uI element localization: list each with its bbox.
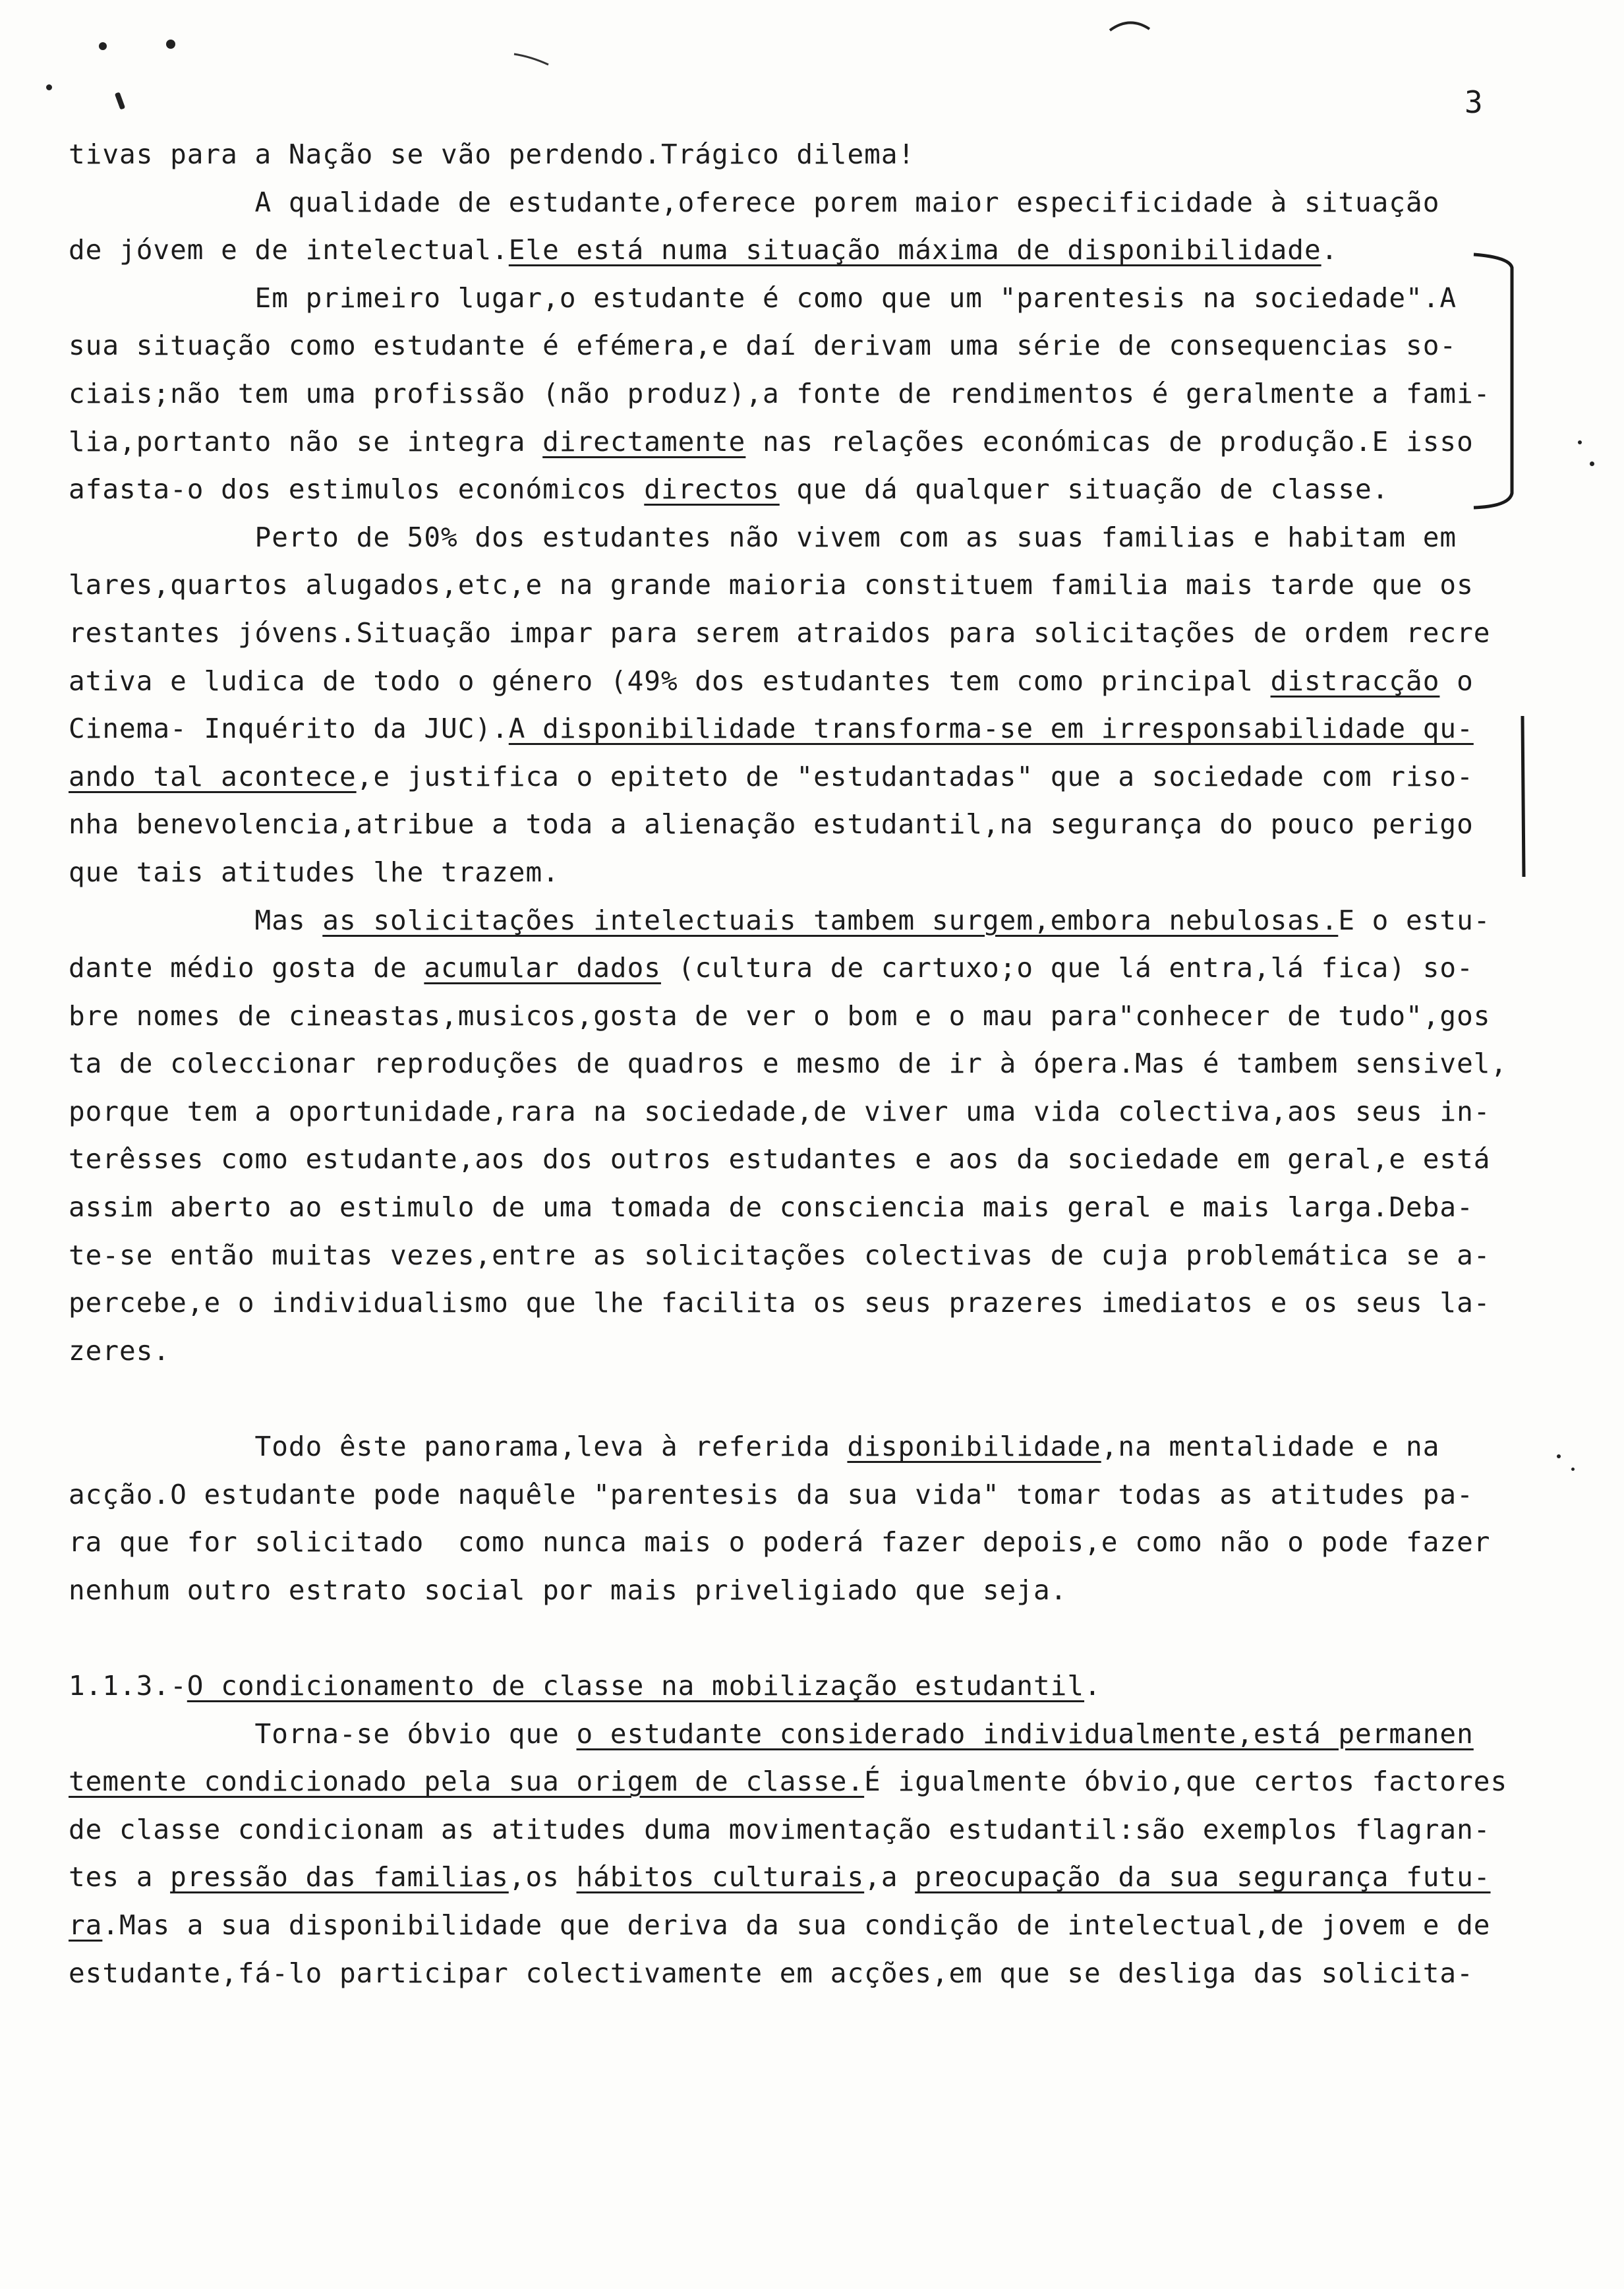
text-segment: (cultura de cartuxo;o que lá entra,lá fica) so-	[660, 952, 1474, 984]
text-segment: assim aberto ao estimulo de uma tomada de consciencia mais geral e mais larga.Deba-	[69, 1191, 1474, 1224]
text-segment: ciais;não tem uma profissão (não produz),a fonte de rendimentos é geralmente a fami-	[69, 377, 1491, 409]
text-line	[69, 1471, 1558, 1519]
text-segment: que dá qualquer situação de classe.	[779, 473, 1389, 506]
text-line	[69, 1806, 1558, 1854]
text-segment: Torna-se óbvio que	[69, 1717, 577, 1750]
text-line	[69, 131, 1558, 179]
text-line	[69, 1423, 1558, 1471]
text-line	[69, 179, 1558, 227]
text-segment: restantes jóvens.Situação impar para serem atraidos para solicitações de ordem recre	[69, 616, 1491, 649]
text-line	[69, 1040, 1558, 1088]
text-line	[69, 944, 1558, 992]
text-segment: .Mas a sua disponibilidade que deriva da sua condição de intelectual,de jovem e de	[102, 1909, 1491, 1941]
text-segment: de classe condicionam as atitudes duma movimentação estudantil:são exemplos flagran-	[69, 1813, 1491, 1845]
text-line	[69, 561, 1558, 609]
text-line	[69, 1853, 1558, 1901]
text-line	[69, 897, 1558, 945]
text-line	[69, 1279, 1558, 1327]
text-segment: Mas	[69, 904, 323, 936]
text-line	[69, 274, 1558, 322]
text-segment: nenhum outro estrato social por mais priveligiado que seja.	[69, 1574, 1068, 1606]
text-line	[69, 1518, 1558, 1566]
text-line	[69, 848, 1558, 897]
ink-speck	[1590, 461, 1594, 466]
text-segment: ativa e ludica de todo o género (49% dos estudantes tem como principal	[69, 665, 1271, 697]
text-segment: Todo êste panorama,leva à referida	[69, 1431, 848, 1463]
text-segment: ,na mentalidade e na	[1101, 1431, 1440, 1463]
text-segment: tes a	[69, 1861, 171, 1893]
text-segment: terêsses como estudante,aos dos outros estudantes e aos da sociedade em geral,e está	[69, 1143, 1491, 1175]
text-segment: percebe,e o individualismo que lhe facilita os seus prazeres imediatos e os seus la-	[69, 1287, 1491, 1319]
text-line	[69, 226, 1558, 274]
text-segment: 1.1.3.-	[69, 1670, 187, 1702]
text-line	[69, 1135, 1558, 1183]
underlined-text: ando tal acontece	[69, 760, 357, 792]
text-line	[69, 705, 1558, 753]
text-line	[69, 800, 1558, 848]
text-line	[69, 322, 1558, 370]
text-segment: porque tem a oportunidade,rara na sociedade,de viver uma vida colectiva,aos seus in-	[69, 1095, 1491, 1127]
text-segment: ,a	[864, 1861, 915, 1893]
text-segment: .	[1321, 234, 1339, 266]
document-body	[69, 131, 1558, 1997]
text-segment: o	[1439, 665, 1474, 697]
text-segment: lia,portanto não se integra	[69, 425, 543, 458]
underlined-text: acumular dados	[424, 952, 661, 984]
text-line	[69, 514, 1558, 562]
text-segment: Em primeiro lugar,o estudante é como que um "parentesis na sociedade".A	[69, 282, 1457, 314]
pen-mark	[511, 47, 551, 67]
page-number: 3	[1464, 84, 1483, 120]
text-segment: E o estu-	[1338, 904, 1491, 936]
ink-speck	[166, 40, 175, 49]
underlined-text: A disponibilidade transforma-se em irresponsabilidade qu-	[508, 713, 1474, 745]
underlined-text: temente condicionado pela sua origem de classe.	[69, 1766, 865, 1798]
text-segment: bre nomes de cineastas,musicos,gosta de ver o bom e o mau para"conhecer de tudo",gos	[69, 999, 1491, 1032]
text-line	[69, 1710, 1558, 1758]
text-line	[69, 418, 1558, 466]
text-segment: acção.O estudante pode naquêle "parentesis da sua vida" tomar todas as atitudes pa-	[69, 1478, 1474, 1510]
underlined-text: distracção	[1270, 665, 1440, 697]
text-segment: te-se então muitas vezes,entre as solicitações colectivas de cuja problemática se a-	[69, 1239, 1491, 1271]
underlined-text: directamente	[542, 425, 746, 458]
text-segment: tivas para a Nação se vão perdendo.Trágico dilema!	[69, 138, 915, 170]
text-segment: ra que for solicitado como nunca mais o poderá fazer depois,e como não o pode fazer	[69, 1526, 1491, 1559]
text-line	[69, 465, 1558, 514]
text-segment: nas relações económicas de produção.E isso	[745, 425, 1474, 458]
blank-line	[69, 1375, 1558, 1423]
text-line	[69, 1662, 1558, 1710]
text-segment: É igualmente óbvio,que certos factores	[864, 1766, 1508, 1798]
text-line	[69, 609, 1558, 657]
text-segment: lares,quartos alugados,etc,e na grande maioria constituem familia mais tarde que os	[69, 569, 1474, 601]
underlined-text: disponibilidade	[847, 1431, 1101, 1463]
text-line	[69, 1088, 1558, 1136]
text-line	[69, 1232, 1558, 1280]
text-line	[69, 657, 1558, 705]
text-line	[69, 1901, 1558, 1949]
pen-mark	[1107, 13, 1153, 40]
text-segment: de jóvem e de intelectual.	[69, 234, 509, 266]
underlined-text: as solicitações intelectuais tambem surgem,embora nebulosas.	[322, 904, 1339, 936]
underlined-text: hábitos culturais	[576, 1861, 865, 1893]
underlined-text: Ele está numa situação máxima de disponibilidade	[508, 234, 1321, 266]
text-segment: Perto de 50% dos estudantes não vivem com as suas familias e habitam em	[69, 521, 1457, 553]
text-line	[69, 1327, 1558, 1375]
ink-speck	[1578, 440, 1582, 444]
text-segment: afasta-o dos estimulos económicos	[69, 473, 645, 506]
text-segment: nha benevolencia,atribue a toda a alienação estudantil,na segurança do pouco perigo	[69, 808, 1474, 841]
underlined-text: O condicionamento de classe na mobilização estudantil	[187, 1670, 1085, 1702]
underlined-text: pressão das familias	[170, 1861, 509, 1893]
underlined-text: directos	[644, 473, 780, 506]
text-segment: estudante,fá-lo participar colectivamente em acções,em que se desliga das solicita-	[69, 1957, 1474, 1989]
text-segment: que tais atitudes lhe trazem.	[69, 856, 560, 888]
text-line	[69, 1758, 1558, 1806]
text-segment: Cinema- Inquérito da JUC).	[69, 713, 509, 745]
ink-speck	[115, 92, 125, 109]
text-segment: ,os	[508, 1861, 577, 1893]
ink-speck	[1571, 1468, 1575, 1471]
text-segment: .	[1084, 1670, 1101, 1702]
ink-speck	[99, 42, 107, 50]
text-segment: zeres.	[69, 1334, 171, 1367]
underlined-text: ra	[69, 1909, 103, 1941]
text-segment: ,e justifica o epiteto de "estudantadas" que a sociedade com riso-	[356, 760, 1474, 792]
ink-speck	[46, 84, 52, 90]
text-segment: sua situação como estudante é efémera,e daí derivam uma série de consequencias so-	[69, 330, 1457, 362]
text-line	[69, 1183, 1558, 1232]
text-line	[69, 1949, 1558, 1998]
blank-line	[69, 1614, 1558, 1662]
underlined-text: preocupação da sua segurança futu-	[915, 1861, 1491, 1893]
text-segment: dante médio gosta de	[69, 952, 424, 984]
text-line	[69, 370, 1558, 418]
text-line	[69, 992, 1558, 1040]
text-line	[69, 753, 1558, 801]
underlined-text: o estudante considerado individualmente,está permanen	[576, 1717, 1474, 1750]
text-segment: A qualidade de estudante,oferece porem maior especificidade à situação	[69, 186, 1440, 218]
text-line	[69, 1566, 1558, 1615]
text-segment: ta de coleccionar reproduções de quadros e mesmo de ir à ópera.Mas é tambem sensivel,	[69, 1048, 1508, 1080]
